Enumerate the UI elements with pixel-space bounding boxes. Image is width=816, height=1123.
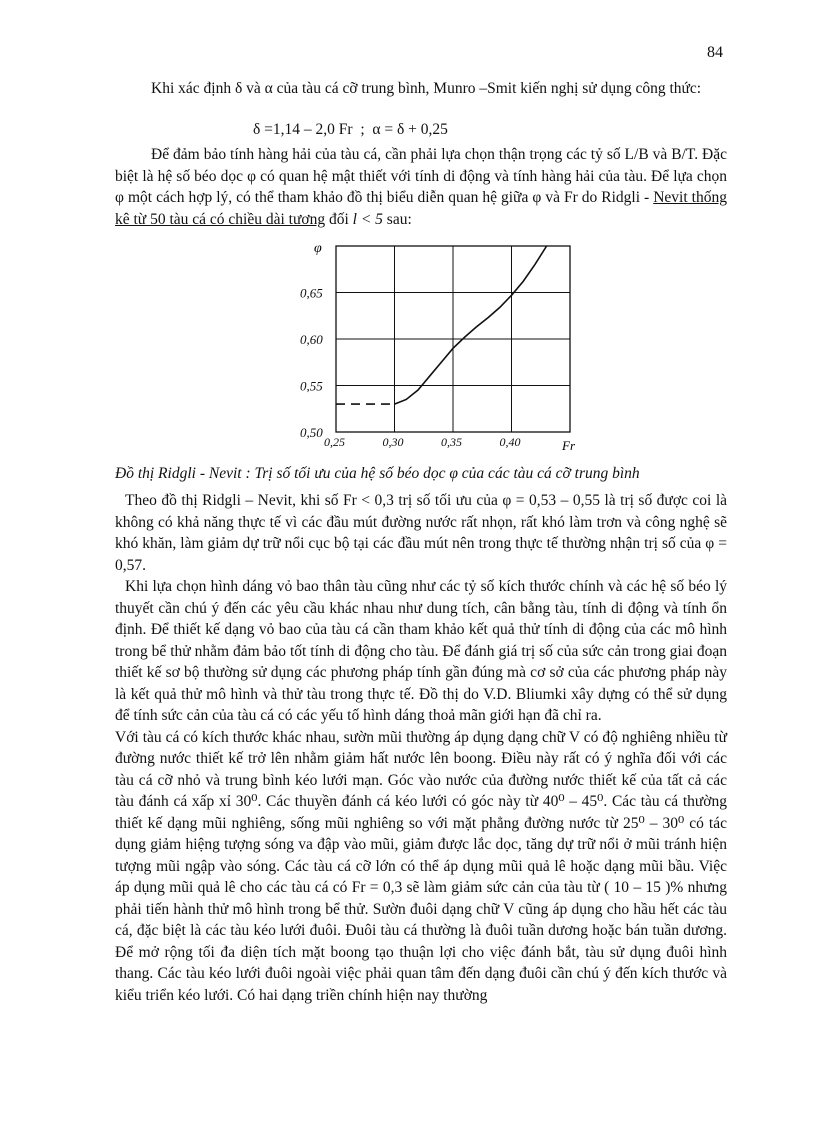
y-axis-label: φ xyxy=(314,241,322,256)
paragraph-1 xyxy=(115,78,727,100)
y-tick-label: 0,60 xyxy=(300,332,323,347)
paragraph-2-lead: Để đảm bảo tính hàng hải của tàu cá, cần phải lựa chọn thận trọng các tỷ số L/B và B/T. Đặc biệt là hệ số béo dọc φ có quan hệ mật thiết với tính di động và tính hàng hải của tàu. Để lựa chọn φ một cách hợp lý, có thể tham khảo đồ thị biểu diễn quan hệ giữa φ và Fr do Ridgli - xyxy=(115,146,727,206)
chart-svg xyxy=(296,236,586,458)
y-tick-label: 0,65 xyxy=(300,285,323,301)
paragraph-2-end: sau: xyxy=(382,210,412,228)
paragraph-3: Theo đồ thị Ridgli – Nevit, khi số Fr < 0,3 trị số tối ưu của φ = 0,53 – 0,55 là trị số được coi là không có khả năng thực tế vì các đầu mút đường nước rất nhọn, rất khó làm trơn và công nghệ sẽ khó khăn, làm giảm dự trữ nổi cục bộ tại các đầu mút nên trong thực tế thường nhận trị số của φ = 0,57. xyxy=(115,492,727,574)
paragraph-2-tail: đối xyxy=(325,210,353,228)
paragraph-2 xyxy=(115,144,727,230)
paragraph-1-text: Khi xác định δ và α của tàu cá cỡ trung bình, Munro –Smit kiến nghị sử dụng công thức: xyxy=(151,80,702,97)
series-line-solid xyxy=(395,246,547,404)
x-axis-label: Fr xyxy=(562,438,575,453)
x-tick-label: 0,30 xyxy=(382,435,404,449)
paragraph-2-text xyxy=(115,144,727,230)
x-tick-label: 0,40 xyxy=(499,435,521,449)
figure-caption: Đồ thị Ridgli - Nevit : Trị số tối ưu của hệ số béo dọc φ của các tàu cá cỡ trung bình xyxy=(115,465,640,482)
page-number: 84 xyxy=(707,44,723,61)
formula: δ =1,14 – 2,0 Fr ; α = δ + 0,25 xyxy=(253,121,448,138)
x-tick-label: 0,25 xyxy=(324,435,345,449)
y-tick-label: 0,55 xyxy=(300,378,323,394)
paragraph-4: Khi lựa chọn hình dáng vỏ bao thân tàu cũng như các tỷ số kích thước chính và các hệ số béo lý thuyết cần chú ý đến các yêu cầu khác nhau như dung tích, cân bằng tàu, tính di động và tính ổn định. Để thiết kế dạng vỏ bao của tàu cá cần tham khảo kết quả thử tính di động của các mô hình trong bể thử nhằm đảm bảo tốt tính di động cho tàu. Để đánh giá trị số của sức cản trong giai đoạn thiết kế sơ bộ thường sử dụng các phương pháp tính gần đúng mà cơ sở của các phương pháp này là kết quả thử mô hình và thử tàu trong thực tế. Đồ thị do V.D. Bliumki xây dựng có thể sử dụng để tính sức cản của tàu cá có các yếu tố hình dáng thoả mãn giới hạn đã chỉ ra. xyxy=(115,578,727,724)
x-tick-label: 0,35 xyxy=(441,435,462,449)
paragraph-5: Với tàu cá có kích thước khác nhau, sườn mũi thường áp dụng dạng chữ V có độ nghiêng nhiều từ đường nước thiết kế trở lên nhằm giảm hất nước lên boong. Điều này rất có ý nghĩa đối với các tàu cá cỡ nhỏ và trung bình kéo lưới mạn. Góc vào nước của đường nước thiết kế của tất cả các tàu đánh cá xấp xỉ 30⁰. Các thuyền đánh cá kéo lưới có góc này từ 40⁰ – 45⁰. Các tàu cá thường thiết kế dạng mũi nghiêng, sống mũi nghiêng so với mặt phẳng đường nước từ 25⁰ – 30⁰ có tác dụng giảm hiệng tượng sóng va đập vào mũi, giảm được lắc dọc, tăng dự trữ nổi ở mũi tránh hiện tượng mũi ngập vào sóng. Các tàu cá cỡ lớn có thể áp dụng mũi quả lê hoặc dạng mũi bầu. Việc áp dụng mũi quả lê cho các tàu cá có Fr = 0,3 sẽ làm giảm sức cản của tàu từ ( 10 – 15 )% nhưng phải tiến hành thử mô hình trong bể thử. Sườn đuôi dạng chữ V cũng áp dụng cho hầu hết các tàu cá, đặc biệt là các tàu kéo lưới đuôi. Đuôi tàu cá thường là đuôi tuần dương hoặc bán tuần dương. Để mở rộng tối đa diện tích mặt boong tạo thuận lợi cho việc đánh bắt, tàu sử dụng đuôi hình thang. Các tàu kéo lưới đuôi ngoài việc phải quan tâm đến dạng đuôi cần chú ý đến kích thước và kiểu triển kéo lưới. Có hai dạng triền chính hiện nay thường xyxy=(115,728,727,1004)
paragraph-2-variable: l < 5 xyxy=(352,210,383,228)
y-tick-label: 0,50 xyxy=(300,425,323,440)
body-text xyxy=(115,490,727,1006)
ridgli-nevit-chart xyxy=(296,236,586,458)
paragraph-2-underlined: Nevit thống kê từ 50 tàu cá có chiều dài tương xyxy=(115,189,727,228)
